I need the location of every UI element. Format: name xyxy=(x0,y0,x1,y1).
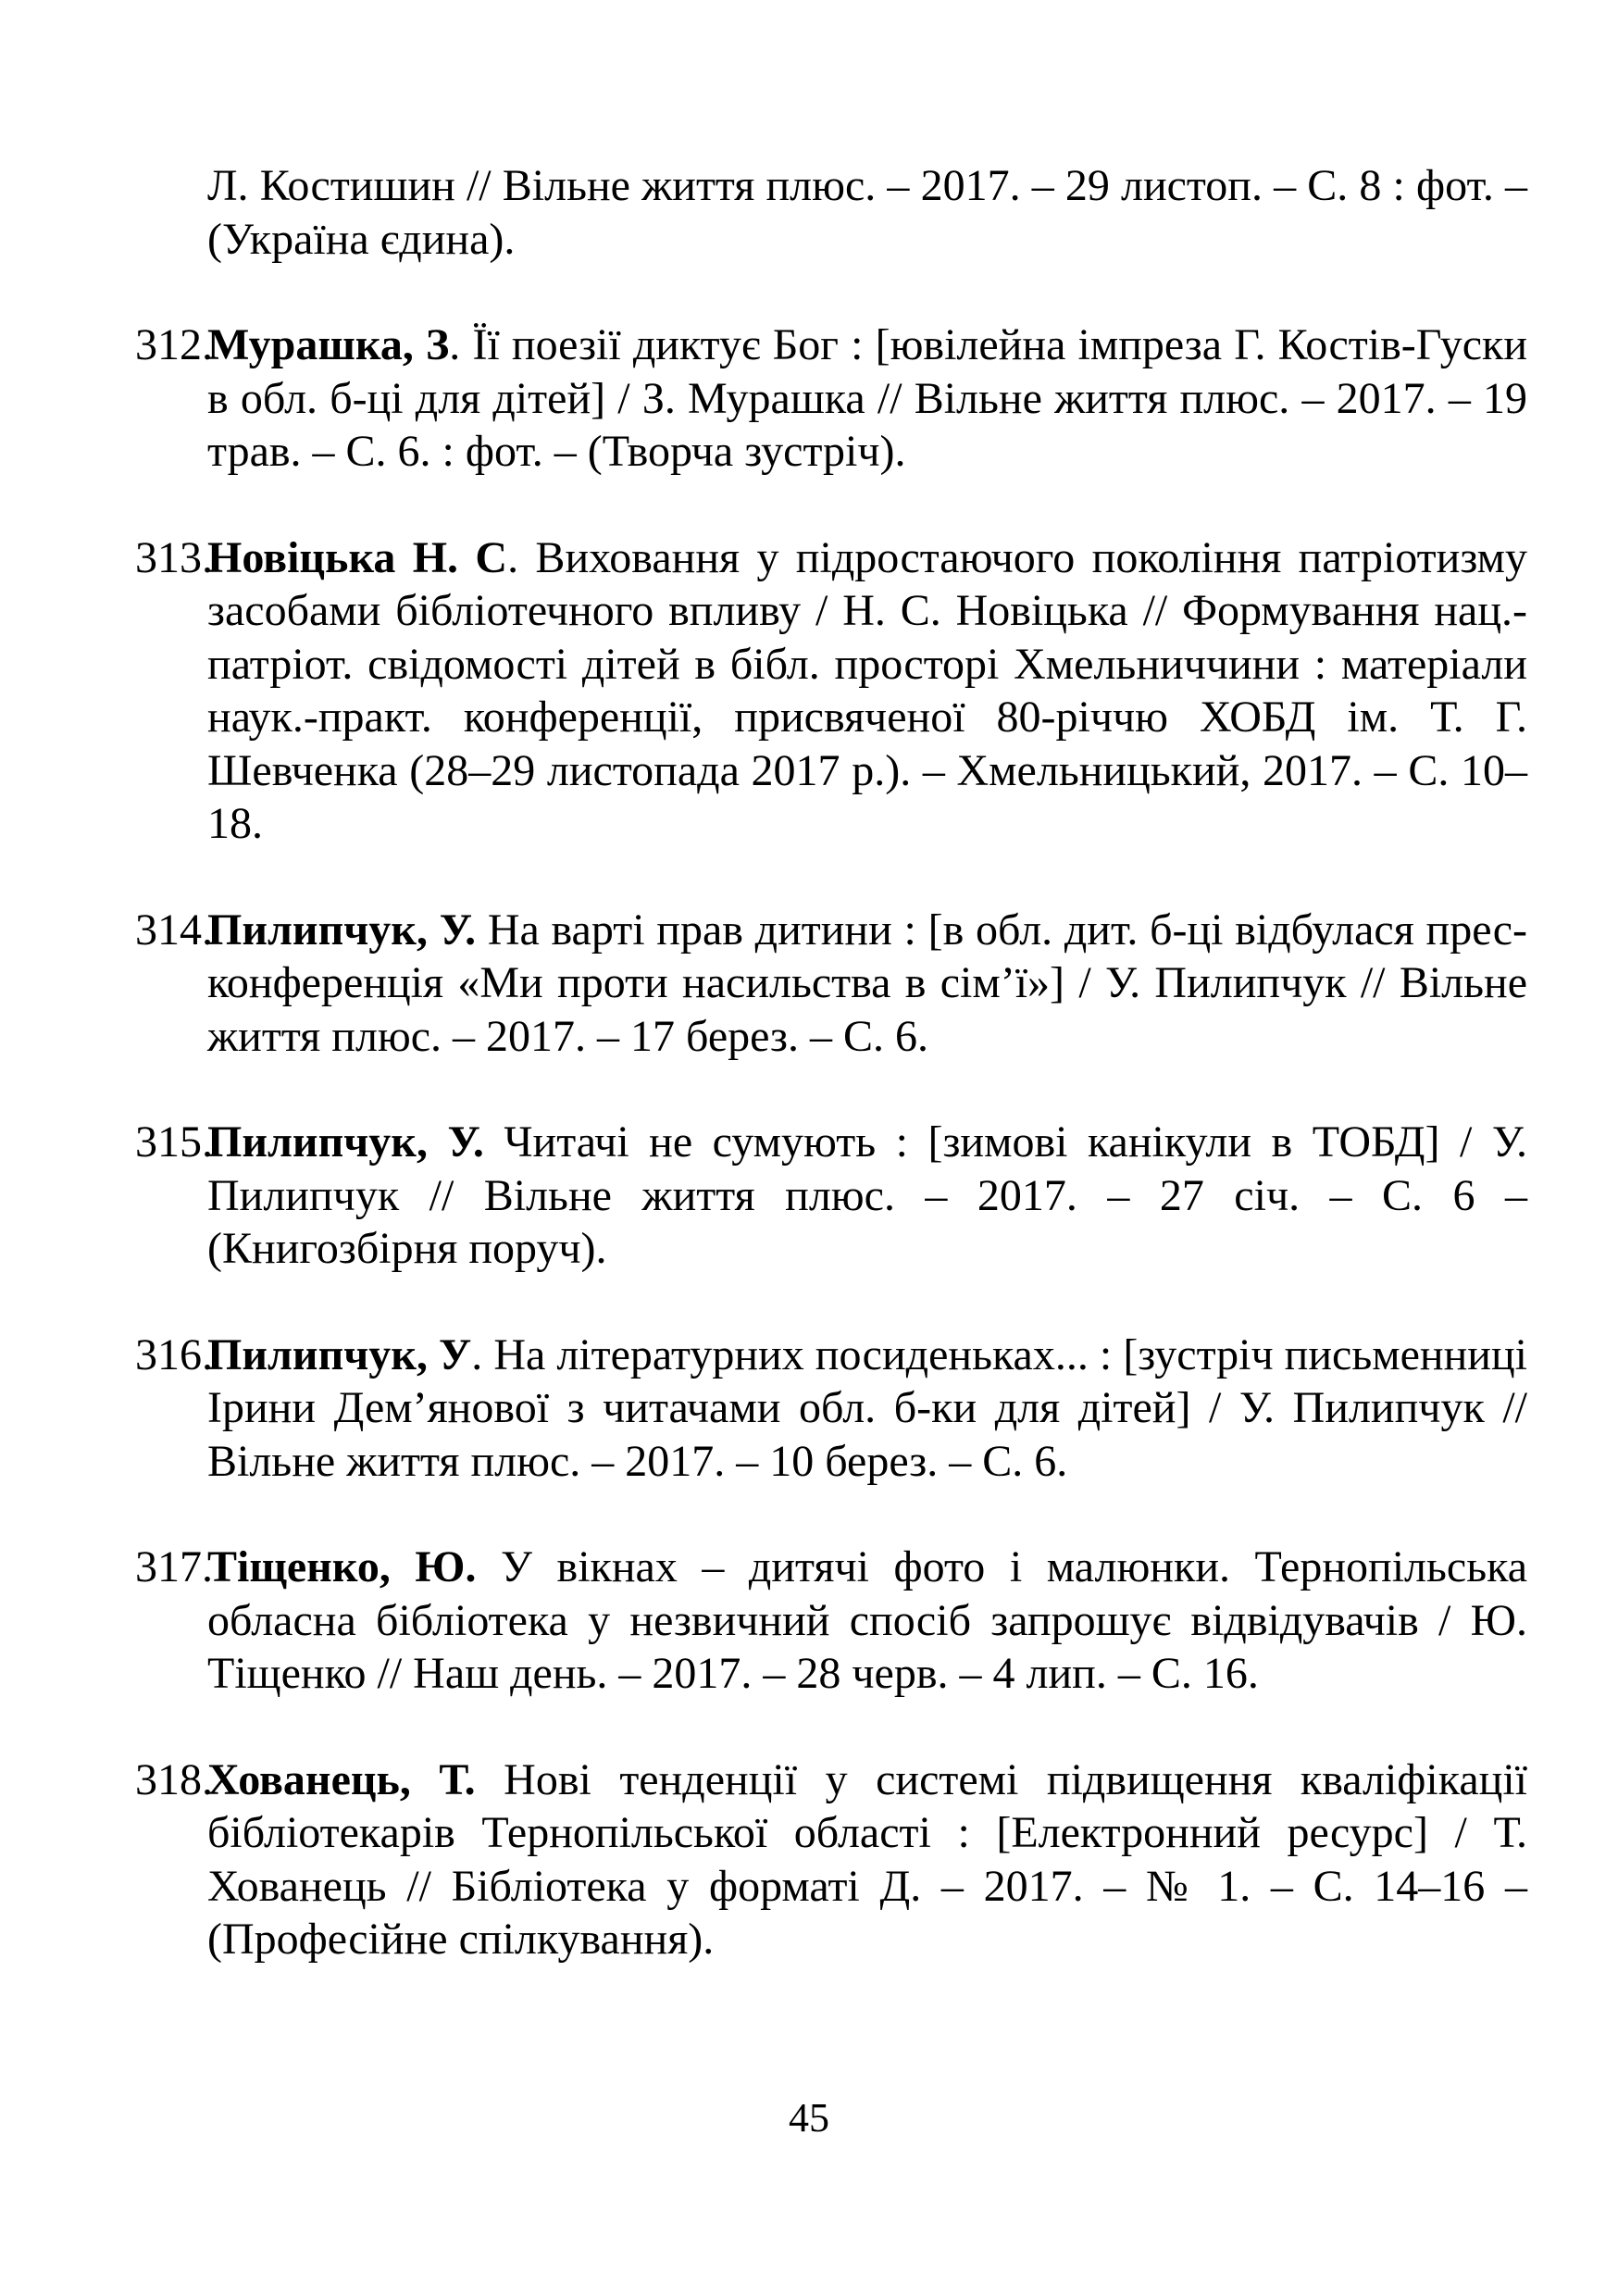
entry-text: . Виховання у підростаючого покоління патріотизму засобами бібліотечного впливу / Н. С. Новіцька // Формування нац.-патріот. свідомості дітей в бібл. просторі Хмельниччини : матеріали наук.-практ. конференції, присвяченої 80-річчю ХОБД ім. Т. Г. Шевченка (28–29 листопада 2017 р.). – Хмельницький, 2017. – С. 10–18. xyxy=(207,532,1527,848)
entry-313 xyxy=(135,531,1527,851)
entry-number: 316. xyxy=(135,1329,213,1379)
entry-author: Пилипчук, У. xyxy=(207,1117,484,1167)
entry-number: 315. xyxy=(135,1117,213,1167)
entry-312 xyxy=(135,318,1527,479)
entry-text: У вікнах – дитячі фото і малюнки. Тернопільська обласна бібліотека у незвичний спосіб запрошує відвідувачів / Ю. Тіщенко // Наш день. – 2017. – 28 черв. – 4 лип. – С. 16. xyxy=(207,1542,1527,1698)
entry-text: На варті прав дитини : [в обл. дит. б-ці відбулася прес-конференція «Ми проти насильства в сім’ї»] / У. Пилипчук // Вільне життя плюс. – 2017. – 17 берез. – С. 6. xyxy=(207,905,1527,1061)
entry-text: Читачі не сумують : [зимові канікули в ТОБД] / У. Пилипчук // Вільне життя плюс. – 2017. – 27 січ. – С. 6 – (Книгозбірня поруч). xyxy=(207,1117,1527,1273)
entry-number: 313. xyxy=(135,532,213,582)
entry-author: Пилипчук, У xyxy=(207,1329,472,1379)
entry-author: Хованець, Т. xyxy=(207,1754,476,1804)
entry-315 xyxy=(135,1116,1527,1276)
entry-number: 312. xyxy=(135,320,213,369)
entry-317 xyxy=(135,1541,1527,1701)
entry-text: . Її поезії диктує Бог : [ювілейна імпреза Г. Костів-Гуски в обл. б-ці для дітей] / З. Мурашка // Вільне життя плюс. – 2017. – 19 трав. – С. 6. : фот. – (Творча зустріч). xyxy=(207,320,1527,476)
page-number: 45 xyxy=(789,2095,829,2140)
entry-text: Нові тенденції у системі підвищення кваліфікації бібліотекарів Тернопільської області : [Електронний ресурс] / Т. Хованець // Бібліотека у форматі Д. – 2017. – № 1. – С. 14–16 – (Професійне спілкування). xyxy=(207,1754,1527,1964)
entry-author: Мурашка, З xyxy=(207,320,450,369)
entry-author: Новіцька Н. С xyxy=(207,532,508,582)
entry-316 xyxy=(135,1329,1528,1489)
bibliography-page xyxy=(135,159,1528,2019)
entry-318 xyxy=(135,1753,1527,1966)
entry-number: 317. xyxy=(135,1542,213,1591)
entry-text: . На літературних посиденьках... : [зустріч письменниці Ірини Дем’янової з читачами обл. б-ки для дітей] / У. Пилипчук // Вільне життя плюс. – 2017. – 10 берез. – С. 6. xyxy=(207,1329,1528,1486)
entry-number: 314. xyxy=(135,905,213,955)
entry-314 xyxy=(135,904,1527,1064)
continuation-paragraph: Л. Костишин // Вільне життя плюс. – 2017. – 29 листоп. – С. 8 : фот. – (Україна єдина). xyxy=(207,161,1527,264)
entry-author: Пилипчук, У. xyxy=(207,905,477,955)
entry-author: Тіщенко, Ю. xyxy=(207,1542,477,1591)
entry-number: 318. xyxy=(135,1754,213,1804)
